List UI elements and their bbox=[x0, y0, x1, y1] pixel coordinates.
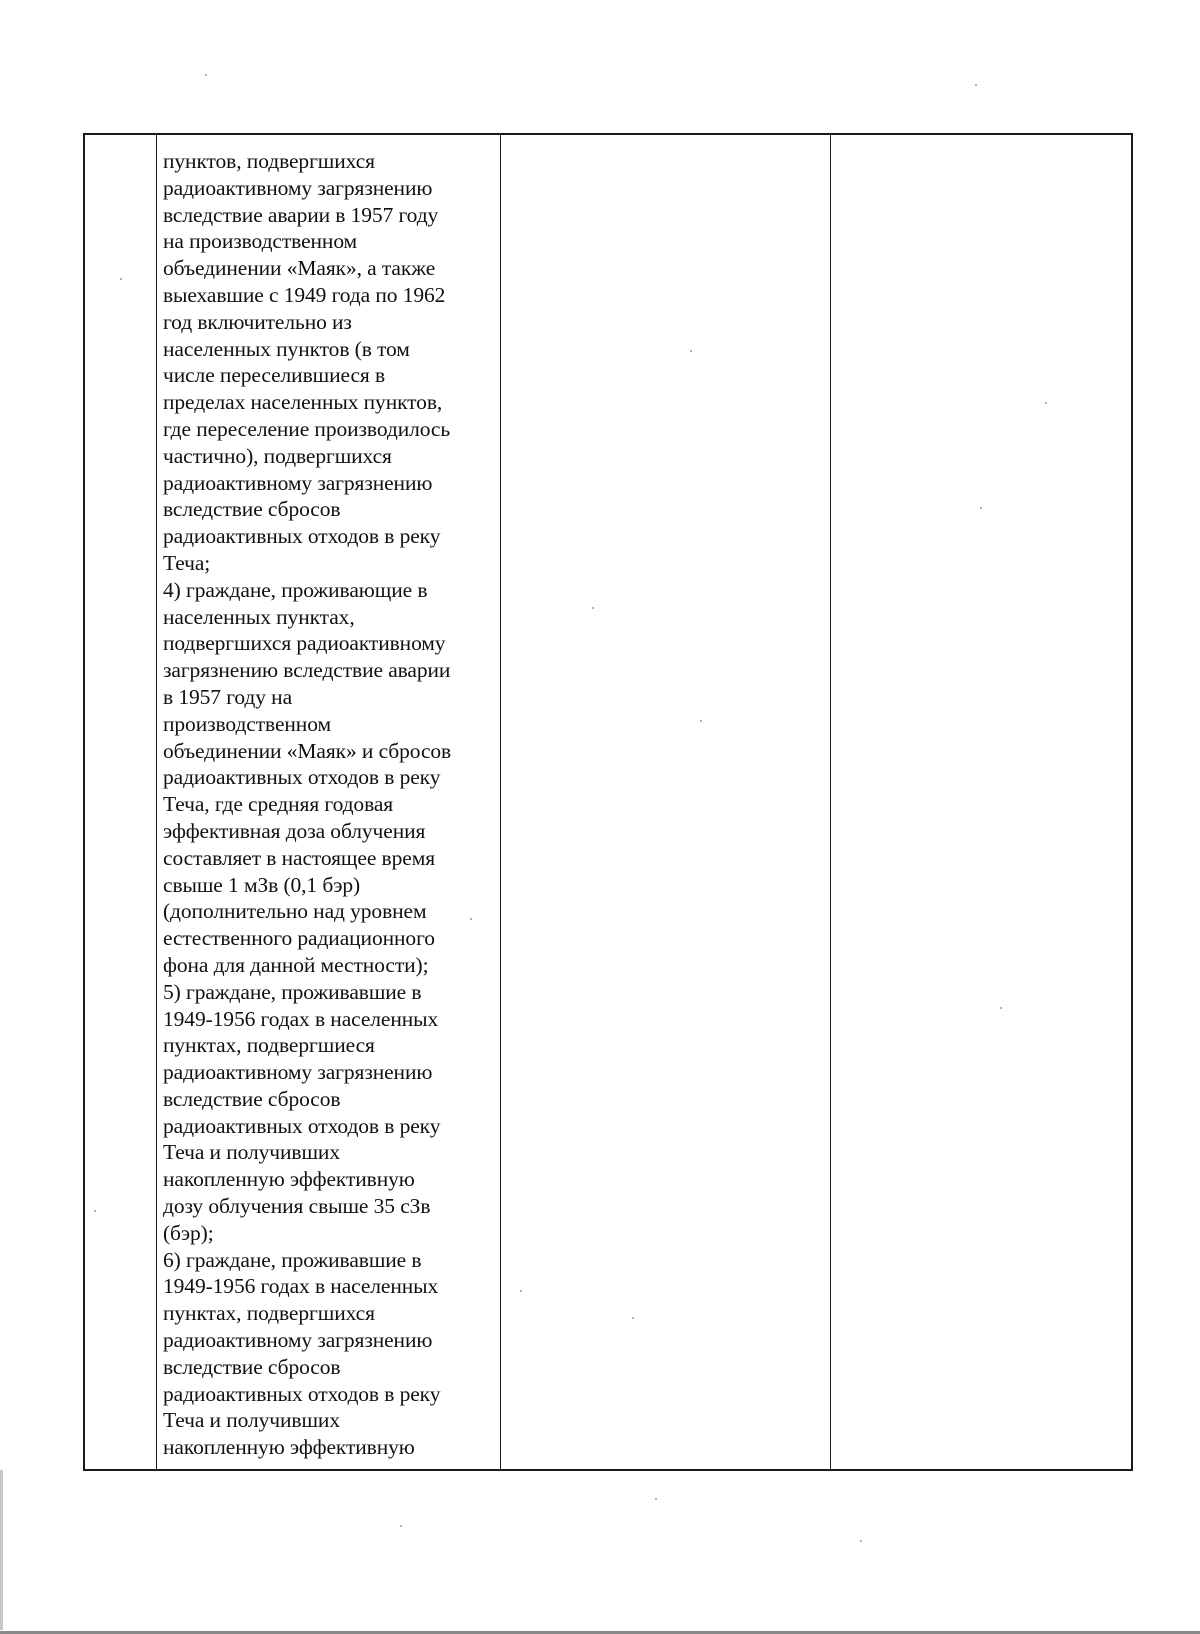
text-line: накопленную эффективную bbox=[163, 1435, 415, 1460]
text-line: свыше 1 мЗв (0,1 бэр) bbox=[163, 872, 361, 897]
text-line: накопленную эффективную bbox=[163, 1167, 415, 1192]
scan-speck bbox=[592, 607, 594, 609]
table-cell-number bbox=[85, 135, 157, 1469]
text-line: вследствие сбросов bbox=[163, 497, 341, 522]
scan-speck bbox=[632, 1317, 634, 1319]
text-line: Теча и получивших bbox=[163, 1408, 340, 1433]
scan-speck bbox=[1000, 1007, 1002, 1009]
scan-edge-mark bbox=[0, 1470, 3, 1630]
text-line: Теча, где средняя годовая bbox=[163, 792, 394, 817]
text-line: радиоактивному загрязнению bbox=[163, 1060, 433, 1085]
document-table bbox=[83, 133, 1133, 1471]
text-line: дозу облучения свыше 35 сЗв bbox=[163, 1194, 431, 1219]
text-line: 1949-1956 годах в населенных bbox=[163, 1006, 439, 1031]
scan-speck bbox=[1045, 402, 1047, 404]
text-line: подвергшихся радиоактивному bbox=[163, 631, 446, 656]
text-line: радиоактивных отходов в реку bbox=[163, 1113, 441, 1138]
table-cell-empty-text bbox=[831, 135, 1131, 148]
scan-speck bbox=[520, 1290, 522, 1292]
table-cell-empty bbox=[501, 135, 831, 1469]
text-line: радиоактивных отходов в реку bbox=[163, 1381, 441, 1406]
text-line: выехавшие с 1949 года по 1962 bbox=[163, 282, 446, 307]
text-line: производственном bbox=[163, 711, 331, 736]
text-line: 4) граждане, проживающие в bbox=[163, 577, 428, 602]
text-line: Теча и получивших bbox=[163, 1140, 340, 1165]
scan-speck bbox=[400, 1525, 402, 1527]
scan-speck bbox=[700, 720, 702, 722]
text-line: Теча; bbox=[163, 550, 211, 575]
text-line: объединении «Маяк», а также bbox=[163, 256, 436, 281]
text-line: загрязнению вследствие аварии bbox=[163, 658, 451, 683]
scan-speck bbox=[470, 918, 472, 920]
table-cell-number-text bbox=[85, 135, 156, 148]
text-line: радиоактивных отходов в реку bbox=[163, 765, 441, 790]
text-line: вследствие сбросов bbox=[163, 1086, 341, 1111]
text-line: 1949-1956 годах в населенных bbox=[163, 1274, 439, 1299]
text-line: на производственном bbox=[163, 229, 358, 254]
scan-speck bbox=[120, 278, 122, 280]
text-line: радиоактивных отходов в реку bbox=[163, 524, 441, 549]
scan-speck bbox=[655, 1498, 657, 1500]
text-line: эффективная доза облучения bbox=[163, 818, 426, 843]
scan-speck bbox=[690, 350, 692, 352]
text-line: пределах населенных пунктов, bbox=[163, 390, 443, 415]
text-line: 5) граждане, проживавшие в bbox=[163, 979, 422, 1004]
text-line: составляет в настоящее время bbox=[163, 845, 435, 870]
text-line: фона для данной местности); bbox=[163, 952, 429, 977]
table-cell-empty bbox=[831, 135, 1131, 1469]
text-line: радиоактивному загрязнению bbox=[163, 1328, 433, 1353]
scan-speck bbox=[94, 1210, 96, 1212]
scan-speck bbox=[860, 1540, 862, 1542]
text-line: частично), подвергшихся bbox=[163, 443, 392, 468]
text-line: (бэр); bbox=[163, 1220, 214, 1245]
text-line: вследствие аварии в 1957 году bbox=[163, 202, 439, 227]
text-line: естественного радиационного bbox=[163, 926, 435, 951]
table-cell-description bbox=[157, 135, 501, 1469]
text-line: где переселение производилось bbox=[163, 416, 451, 441]
text-line: пунктах, подвергшиеся bbox=[163, 1033, 375, 1058]
text-line: числе переселившиеся в bbox=[163, 363, 386, 388]
text-line: населенных пунктов (в том bbox=[163, 336, 410, 361]
text-line: в 1957 году на bbox=[163, 684, 293, 709]
text-line: 6) граждане, проживавшие в bbox=[163, 1247, 422, 1272]
table-cell-description-text bbox=[157, 135, 500, 1461]
text-line: (дополнительно над уровнем bbox=[163, 899, 427, 924]
scan-speck bbox=[980, 507, 982, 509]
table-cell-empty-text bbox=[501, 135, 830, 148]
text-line: объединении «Маяк» и сбросов bbox=[163, 738, 452, 763]
text-line: пунктах, подвергшихся bbox=[163, 1301, 375, 1326]
text-line: радиоактивному загрязнению bbox=[163, 470, 433, 495]
scan-speck bbox=[205, 74, 207, 76]
text-line: год включительно из bbox=[163, 309, 352, 334]
text-line: пунктов, подвергшихся bbox=[163, 149, 375, 173]
scan-speck bbox=[975, 84, 977, 86]
text-line: радиоактивному загрязнению bbox=[163, 175, 433, 200]
text-line: населенных пунктах, bbox=[163, 604, 355, 629]
text-line: вследствие сбросов bbox=[163, 1354, 341, 1379]
